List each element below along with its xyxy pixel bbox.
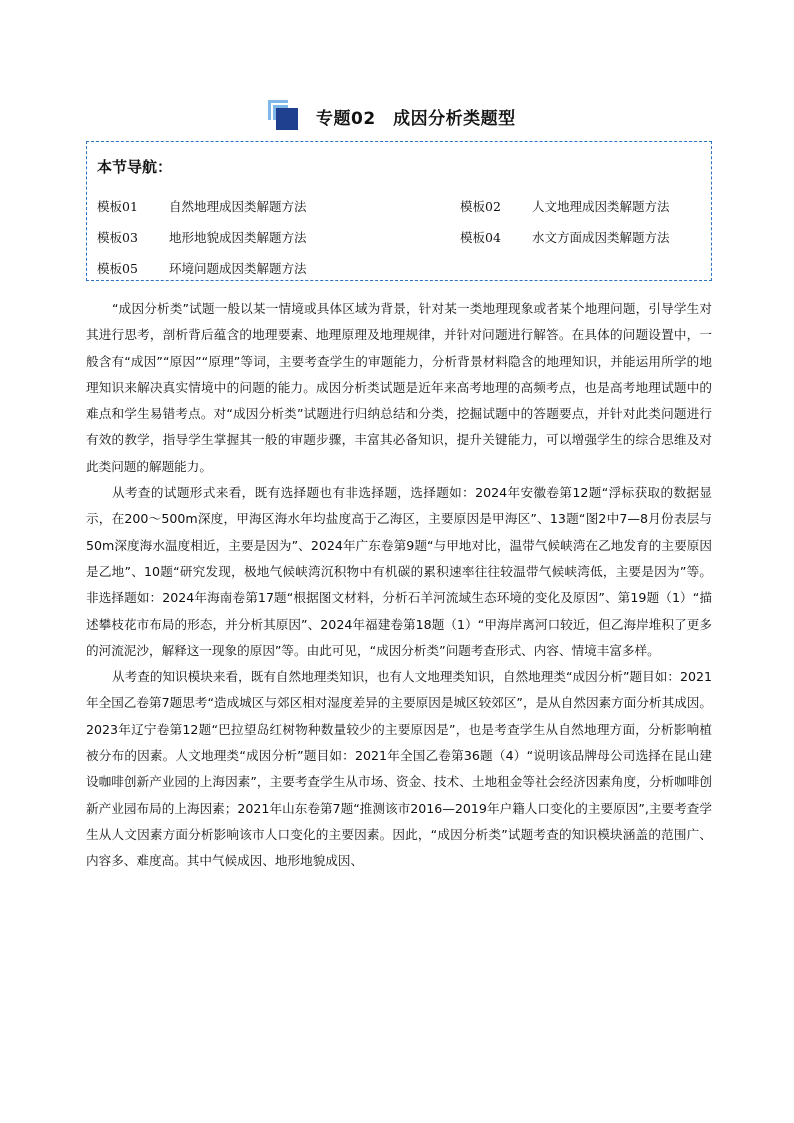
- nav-item-code: 模板01: [97, 199, 138, 214]
- page-header: [0, 100, 794, 134]
- nav-item-code: 模板04: [460, 230, 501, 245]
- nav-item-template-01[interactable]: [97, 197, 307, 215]
- navigation-heading: 本节导航：: [97, 158, 173, 176]
- section-navigation-box: [86, 141, 712, 281]
- title-square-icon: [268, 100, 300, 132]
- nav-item-label: 地形地貌成因类解题方法: [169, 230, 307, 245]
- nav-item-label: 水文方面成因类解题方法: [532, 230, 670, 245]
- paragraph-question-forms: 从考查的试题形式来看，既有选择题也有非选择题，选择题如：2024年安徽卷第12题“浮标获取的数据显示，在200～500m深度，甲海区海水年均盐度高于乙海区，主要原因是甲海区”、13题“图2中7—8月份表层与50m深度海水温度相近，主要是因为”、2024年广东卷第9题“与甲地对比，温带气候峡湾在乙地发育的主要原因是乙地”、10题“研究发现，极地气候峡湾沉积物中有机碳的累积速率往往较温带气候峡湾低，主要是因为”等。非选择题如：2024年海南卷第17题“根据图文材料，分析石羊河流域生态环境的变化及原因”、第19题（1）“描述攀枝花市布局的形态，并分析其原因”、2024年福建卷第18题（1）“甲海岸离河口较近，但乙海岸堆积了更多的河流泥沙，解释这一现象的原因”等。由此可见，“成因分析类”问题考查形式、内容、情境丰富多样。: [86, 485, 712, 658]
- nav-item-template-03[interactable]: [97, 228, 307, 246]
- nav-item-label: 环境问题成因类解题方法: [169, 261, 307, 276]
- paragraph-intro: “成因分析类”试题一般以某一情境或具体区域为背景，针对某一类地理现象或者某个地理问题，引导学生对其进行思考，剖析背后蕴含的地理要素、地理原理及地理规律，并针对问题进行解答。在具体的问题设置中，一般含有“成因”“原因”“原理”等词，主要考查学生的审题能力，分析背景材料隐含的地理知识，并能运用所学的地理知识来解决真实情境中的问题的能力。成因分析类试题是近年来高考地理的高频考点，也是高考地理试题中的难点和学生易错考点。对“成因分析类”试题进行归纳总结和分类，挖掘试题中的答题要点，并针对此类问题进行有效的教学，指导学生掌握其一般的审题步骤，丰富其必备知识，提升关键能力，可以增强学生的综合思维及对此类问题的解题能力。: [86, 301, 712, 474]
- body-text: [86, 296, 712, 875]
- nav-item-code: 模板03: [97, 230, 138, 245]
- nav-item-label: 人文地理成因类解题方法: [532, 199, 670, 214]
- page-title: 专题02 成因分析类题型: [316, 109, 516, 129]
- nav-item-label: 自然地理成因类解题方法: [169, 199, 307, 214]
- nav-item-template-05[interactable]: [97, 259, 307, 277]
- nav-item-template-02[interactable]: [460, 197, 670, 215]
- nav-item-code: 模板02: [460, 199, 501, 214]
- nav-item-template-04[interactable]: [460, 228, 670, 246]
- paragraph-knowledge-modules: 从考查的知识模块来看，既有自然地理类知识，也有人文地理类知识，自然地理类“成因分析”题目如：2021年全国乙卷第7题思考“造成城区与郊区相对湿度差异的主要原因是城区较郊区”，是从自然因素方面分析其成因。2023年辽宁卷第12题“巴拉望岛红树物种数量较少的主要原因是”，也是考查学生从自然地理方面，分析影响植被分布的因素。人文地理类“成因分析”题目如：2021年全国乙卷第36题（4）“说明该品牌母公司选择在昆山建设咖啡创新产业园的上海因素”，主要考查学生从市场、资金、技术、土地租金等社会经济因素角度，分析咖啡创新产业园布局的上海因素；2021年山东卷第7题“推测该市2016—2019年户籍人口变化的主要原因”,主要考查学生从人文因素方面分析影响该市人口变化的主要因素。因此，“成因分析类”试题考查的知识模块涵盖的范围广、内容多、难度高。其中气候成因、地形地貌成因、: [86, 669, 712, 869]
- nav-item-code: 模板05: [97, 261, 138, 276]
